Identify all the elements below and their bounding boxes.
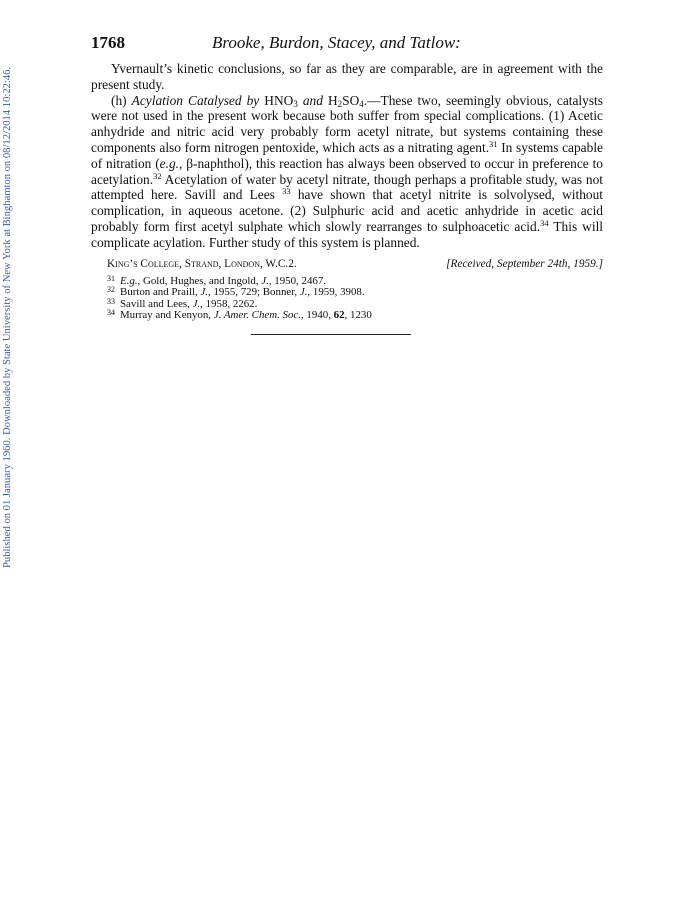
paragraph-text: In systems capable of nitration ( [91, 139, 603, 171]
paragraph-text: , β-naphthol), this reaction has always been observed to occur in preference to acetylation. [91, 155, 603, 187]
ref-marker: 32 [153, 170, 162, 181]
journal-name: J. Amer. Chem. Soc. [213, 309, 301, 322]
affiliation: King’s College, Strand, London, W.C.2. [107, 258, 297, 270]
paragraph-text: Yvernault’s kinetic conclusions, so far as they are comparable, are in agreement with the present study. [91, 61, 603, 92]
ref-number: 33 [107, 296, 115, 306]
ref-text: , Gold, Hughes, and Ingold, [137, 275, 262, 287]
ref-number: 34 [107, 308, 115, 318]
ref-text: Burton and Praill, [120, 286, 201, 299]
formula-part: H [328, 92, 338, 108]
section-heading [132, 93, 260, 108]
ref-text: , 1955, 729; Bonner, [208, 286, 300, 299]
ref-text: Murray and Kenyon, [120, 309, 214, 322]
paragraph-acylation [91, 93, 603, 251]
section-label: (h) [111, 92, 127, 108]
ref-text: , 1959, 3908. [307, 286, 365, 299]
paragraph-text: These two, seemingly obvious, catalysts were not used in the present work because both suffer from special complications. (1) Acetic anhydride and nitric acid very probably form acetyl nitrate, but systems containing these components also form nitrogen pentoxide, which acts as a nitrating agent. [91, 92, 603, 155]
ref-text: , 1230 [344, 309, 372, 322]
page-header [91, 33, 603, 55]
running-head: Brooke, Burdon, Stacey, and Tatlow: [212, 33, 461, 52]
ref-marker: 33 [282, 186, 291, 197]
ref-number: 32 [107, 285, 115, 295]
body-text [91, 61, 603, 251]
formula-part: HNO [264, 92, 294, 108]
journal-name: J. [299, 286, 308, 299]
heading-and: and [302, 92, 323, 108]
end-rule [251, 334, 411, 335]
formula-part: SO [342, 92, 360, 108]
reference-34 [107, 310, 467, 321]
heading-dash: .— [363, 92, 381, 108]
journal-name: J. [200, 286, 209, 299]
affiliation-line [107, 258, 603, 270]
page-number: 1768 [91, 33, 125, 52]
formula-hno3 [264, 93, 298, 108]
volume-number: 62 [333, 309, 345, 322]
ref-marker: 31 [489, 138, 498, 149]
ref-text: , 1940, [300, 309, 334, 322]
ref-number: 31 [107, 274, 115, 283]
heading-text: Acylation Catalysed by [131, 92, 260, 108]
ref-marker: 34 [540, 217, 549, 228]
journal-name: J. [192, 297, 201, 310]
ref-text: , 1958, 2262. [200, 297, 258, 310]
paragraph-italic: e.g. [159, 155, 180, 171]
paragraph-yvernault [91, 61, 603, 93]
download-watermark: Published on 01 January 1960. Downloaded by State University of New York at Binghamton on 08/12/2014 10:22:46. [2, 66, 13, 569]
paragraph-text: have shown that acetyl nitrite is solvolysed, without complication, in aqueous acetone. (2) Sulphuric acid and acetic anhydride in acetic acid probably form first acetyl sulphate which slowly rearranges to sulphoacetic acid. [91, 187, 604, 234]
paragraph-text: This will complicate acylation. Further study of this system is planned. [91, 218, 604, 250]
formula-h2so4 [328, 93, 364, 108]
ref-text: Savill and Lees, [120, 297, 193, 310]
subscript: 4 [359, 98, 364, 109]
ref-text: , 1950, 2467. [268, 275, 327, 287]
journal-name: J. [261, 275, 269, 287]
paragraph-text: Acetylation of water by acetyl nitrate, though perhaps a profitable study, was not attempted here. Savill and Lees [91, 171, 603, 203]
subscript: 3 [293, 98, 298, 109]
ref-italic: E.g. [120, 275, 138, 287]
received-date: [Received, September 24th, 1959.] [446, 258, 603, 270]
subscript: 2 [337, 98, 343, 109]
references [107, 276, 467, 322]
